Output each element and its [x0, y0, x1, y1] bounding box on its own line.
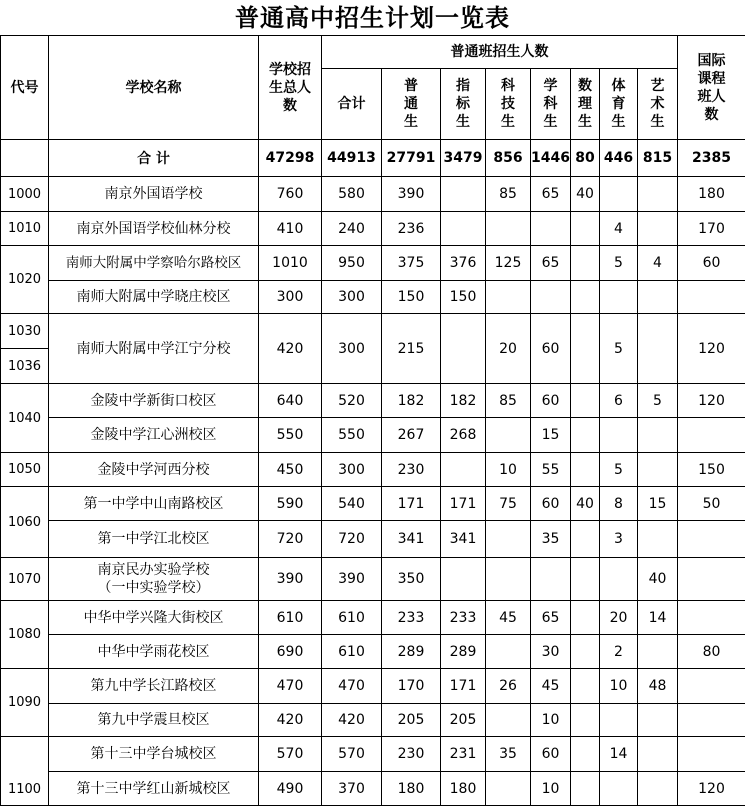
- cell-art: 4: [638, 246, 678, 281]
- cell-subject: 65: [531, 177, 571, 212]
- cell-quota: 341: [441, 521, 486, 558]
- school-name: 金陵中学河西分校: [49, 453, 259, 487]
- header-subject: 学科生: [531, 69, 571, 140]
- cell-intl: [678, 418, 745, 453]
- cell-quota: [441, 212, 486, 246]
- table-row: [1, 314, 745, 349]
- cell-subject: 60: [531, 487, 571, 521]
- school-name: 南师大附属中学江宁分校: [49, 314, 259, 384]
- cell-subject: 60: [531, 737, 571, 772]
- cell-math: [571, 212, 600, 246]
- cell-total: 570: [259, 737, 322, 772]
- school-code: 1070: [1, 558, 49, 601]
- cell-math: [571, 635, 600, 669]
- total-school-total: 47298: [259, 140, 322, 177]
- cell-math: [571, 453, 600, 487]
- school-name: 南京外国语学校: [49, 177, 259, 212]
- cell-art: [638, 772, 678, 806]
- cell-total: 300: [259, 281, 322, 314]
- cell-intl: 120: [678, 314, 745, 384]
- cell-regular: 375: [382, 246, 441, 281]
- cell-sport: 5: [600, 314, 638, 384]
- cell-subject: [531, 558, 571, 601]
- cell-sport: [600, 281, 638, 314]
- table-row: [1, 487, 745, 521]
- cell-math: [571, 669, 600, 704]
- cell-total: 450: [259, 453, 322, 487]
- header-quota: 指标生: [441, 69, 486, 140]
- cell-math: [571, 737, 600, 772]
- cell-tech: [486, 704, 531, 737]
- header-sport: 体育生: [600, 69, 638, 140]
- total-art: 815: [638, 140, 678, 177]
- cell-intl: [678, 558, 745, 601]
- cell-regular: 233: [382, 601, 441, 635]
- school-name: 南师大附属中学晓庄校区: [49, 281, 259, 314]
- cell-tech: 26: [486, 669, 531, 704]
- school-name-line1: 南京民办实验学校: [49, 561, 258, 579]
- header-math: 数理生: [571, 69, 600, 140]
- cell-regular: 390: [382, 177, 441, 212]
- cell-total: 760: [259, 177, 322, 212]
- cell-subject: 35: [531, 521, 571, 558]
- table-row: [1, 521, 745, 558]
- total-label: 合 计: [49, 140, 259, 177]
- school-code: 1050: [1, 453, 49, 487]
- cell-art: [638, 453, 678, 487]
- cell-subject: 65: [531, 246, 571, 281]
- cell-sport: 10: [600, 669, 638, 704]
- cell-subtotal: 550: [322, 418, 382, 453]
- table-row: [1, 772, 745, 806]
- table-row: [1, 737, 745, 772]
- school-name: 第十三中学红山新城校区: [49, 772, 259, 806]
- cell-intl: 170: [678, 212, 745, 246]
- cell-subtotal: 610: [322, 635, 382, 669]
- cell-regular: 289: [382, 635, 441, 669]
- cell-math: [571, 384, 600, 418]
- cell-regular: 171: [382, 487, 441, 521]
- cell-regular: 182: [382, 384, 441, 418]
- cell-quota: 289: [441, 635, 486, 669]
- cell-intl: [678, 521, 745, 558]
- cell-intl: 120: [678, 384, 745, 418]
- cell-subtotal: 390: [322, 558, 382, 601]
- cell-intl: 50: [678, 487, 745, 521]
- cell-art: 15: [638, 487, 678, 521]
- cell-regular: 215: [382, 314, 441, 384]
- school-code: 1090: [1, 669, 49, 737]
- cell-tech: 35: [486, 737, 531, 772]
- cell-art: 48: [638, 669, 678, 704]
- school-name: 第一中学江北校区: [49, 521, 259, 558]
- cell-subtotal: 950: [322, 246, 382, 281]
- cell-sport: 4: [600, 212, 638, 246]
- cell-quota: 376: [441, 246, 486, 281]
- cell-subject: 30: [531, 635, 571, 669]
- header-subtotal: 合计: [322, 69, 382, 140]
- school-code: 1030: [1, 314, 49, 349]
- cell-subject: 10: [531, 772, 571, 806]
- school-name: [49, 558, 259, 601]
- cell-art: [638, 314, 678, 384]
- cell-sport: 5: [600, 453, 638, 487]
- cell-regular: 341: [382, 521, 441, 558]
- cell-math: [571, 704, 600, 737]
- cell-math: [571, 314, 600, 384]
- school-name: 南京外国语学校仙林分校: [49, 212, 259, 246]
- cell-subject: [531, 281, 571, 314]
- school-name: 中华中学雨花校区: [49, 635, 259, 669]
- cell-math: 40: [571, 177, 600, 212]
- school-code: 1036: [1, 349, 49, 384]
- header-art: 艺术生: [638, 69, 678, 140]
- school-name: 南师大附属中学察哈尔路校区: [49, 246, 259, 281]
- school-name: 第九中学震旦校区: [49, 704, 259, 737]
- school-name: 金陵中学新街口校区: [49, 384, 259, 418]
- school-code: 1060: [1, 487, 49, 558]
- header-regular: 普通生: [382, 69, 441, 140]
- cell-subtotal: 720: [322, 521, 382, 558]
- table-row: [1, 418, 745, 453]
- cell-total: 690: [259, 635, 322, 669]
- cell-subtotal: 300: [322, 314, 382, 384]
- cell-quota: 182: [441, 384, 486, 418]
- cell-regular: 170: [382, 669, 441, 704]
- cell-subtotal: 580: [322, 177, 382, 212]
- cell-regular: 267: [382, 418, 441, 453]
- cell-tech: 75: [486, 487, 531, 521]
- school-code: 1100: [1, 737, 49, 806]
- cell-subtotal: 300: [322, 281, 382, 314]
- cell-art: [638, 737, 678, 772]
- cell-intl: 80: [678, 635, 745, 669]
- table-row: [1, 635, 745, 669]
- school-name: 第十三中学台城校区: [49, 737, 259, 772]
- cell-intl: 150: [678, 453, 745, 487]
- cell-math: [571, 418, 600, 453]
- cell-sport: 20: [600, 601, 638, 635]
- cell-math: [571, 601, 600, 635]
- header-regular-class-group: 普通班招生人数: [322, 36, 678, 69]
- cell-subtotal: 420: [322, 704, 382, 737]
- cell-subject: [531, 212, 571, 246]
- cell-tech: [486, 281, 531, 314]
- cell-tech: 125: [486, 246, 531, 281]
- cell-quota: 205: [441, 704, 486, 737]
- cell-regular: 180: [382, 772, 441, 806]
- cell-sport: 8: [600, 487, 638, 521]
- cell-quota: [441, 558, 486, 601]
- total-row: [1, 140, 745, 177]
- cell-sport: [600, 418, 638, 453]
- cell-art: 40: [638, 558, 678, 601]
- cell-math: [571, 772, 600, 806]
- cell-subtotal: 540: [322, 487, 382, 521]
- cell-intl: [678, 601, 745, 635]
- cell-tech: [486, 635, 531, 669]
- cell-total: 420: [259, 704, 322, 737]
- cell-tech: [486, 558, 531, 601]
- cell-art: [638, 177, 678, 212]
- cell-tech: [486, 418, 531, 453]
- cell-intl: [678, 669, 745, 704]
- school-code: 1020: [1, 246, 49, 314]
- page-title: 普通高中招生计划一览表: [0, 0, 745, 35]
- cell-intl: 120: [678, 772, 745, 806]
- cell-subtotal: 610: [322, 601, 382, 635]
- header-school-total: 学校招生总人数: [259, 36, 322, 140]
- enrollment-table: [0, 35, 745, 806]
- school-code: 1000: [1, 177, 49, 212]
- cell-sport: [600, 177, 638, 212]
- cell-intl: 60: [678, 246, 745, 281]
- cell-total: 590: [259, 487, 322, 521]
- cell-subject: 15: [531, 418, 571, 453]
- cell-quota: [441, 177, 486, 212]
- cell-quota: 233: [441, 601, 486, 635]
- school-name: 第九中学长江路校区: [49, 669, 259, 704]
- cell-art: [638, 521, 678, 558]
- cell-total: 550: [259, 418, 322, 453]
- cell-total: 640: [259, 384, 322, 418]
- cell-quota: 268: [441, 418, 486, 453]
- table-row: [1, 212, 745, 246]
- cell-quota: 180: [441, 772, 486, 806]
- cell-subtotal: 570: [322, 737, 382, 772]
- school-name-line2: （一中实验学校）: [49, 579, 258, 597]
- cell-sport: 2: [600, 635, 638, 669]
- cell-math: [571, 246, 600, 281]
- cell-tech: 85: [486, 384, 531, 418]
- school-name: 第一中学中山南路校区: [49, 487, 259, 521]
- table-row: [1, 246, 745, 281]
- cell-math: 40: [571, 487, 600, 521]
- cell-subtotal: 470: [322, 669, 382, 704]
- cell-regular: 230: [382, 737, 441, 772]
- total-quota: 3479: [441, 140, 486, 177]
- cell-regular: 230: [382, 453, 441, 487]
- total-subject: 1446: [531, 140, 571, 177]
- cell-regular: 350: [382, 558, 441, 601]
- cell-art: [638, 281, 678, 314]
- cell-subject: 45: [531, 669, 571, 704]
- cell-sport: 6: [600, 384, 638, 418]
- cell-intl: [678, 704, 745, 737]
- cell-sport: 14: [600, 737, 638, 772]
- total-math: 80: [571, 140, 600, 177]
- cell-tech: 20: [486, 314, 531, 384]
- cell-tech: [486, 772, 531, 806]
- total-regular: 27791: [382, 140, 441, 177]
- cell-total: 720: [259, 521, 322, 558]
- cell-subtotal: 240: [322, 212, 382, 246]
- cell-quota: 231: [441, 737, 486, 772]
- school-code: 1080: [1, 601, 49, 669]
- cell-sport: [600, 558, 638, 601]
- cell-tech: 85: [486, 177, 531, 212]
- cell-math: [571, 521, 600, 558]
- cell-tech: 45: [486, 601, 531, 635]
- cell-sport: [600, 704, 638, 737]
- cell-total: 1010: [259, 246, 322, 281]
- cell-art: 5: [638, 384, 678, 418]
- cell-quota: 171: [441, 669, 486, 704]
- table-row: [1, 601, 745, 635]
- cell-subject: 10: [531, 704, 571, 737]
- header-tech: 科技生: [486, 69, 531, 140]
- cell-art: [638, 704, 678, 737]
- cell-total: 420: [259, 314, 322, 384]
- cell-total: 470: [259, 669, 322, 704]
- header-code: 代号: [1, 36, 49, 140]
- table-row: [1, 453, 745, 487]
- table-row: [1, 177, 745, 212]
- cell-total: 610: [259, 601, 322, 635]
- table-row: [1, 704, 745, 737]
- table-row: [1, 384, 745, 418]
- cell-art: [638, 635, 678, 669]
- cell-regular: 205: [382, 704, 441, 737]
- cell-tech: 10: [486, 453, 531, 487]
- cell-subtotal: 300: [322, 453, 382, 487]
- header-intl: 国际课程班人数: [678, 36, 745, 140]
- cell-art: [638, 418, 678, 453]
- cell-art: [638, 212, 678, 246]
- cell-subject: 60: [531, 314, 571, 384]
- cell-quota: [441, 453, 486, 487]
- cell-subject: 65: [531, 601, 571, 635]
- cell-tech: [486, 521, 531, 558]
- cell-art: 14: [638, 601, 678, 635]
- cell-intl: [678, 737, 745, 772]
- table-row: [1, 669, 745, 704]
- table-row: [1, 281, 745, 314]
- cell-quota: 171: [441, 487, 486, 521]
- cell-math: [571, 281, 600, 314]
- cell-sport: 5: [600, 246, 638, 281]
- cell-intl: [678, 281, 745, 314]
- header-school-name: 学校名称: [49, 36, 259, 140]
- total-subtotal: 44913: [322, 140, 382, 177]
- cell-intl: 180: [678, 177, 745, 212]
- total-tech: 856: [486, 140, 531, 177]
- cell-subject: 55: [531, 453, 571, 487]
- cell-subject: 60: [531, 384, 571, 418]
- cell-subtotal: 370: [322, 772, 382, 806]
- school-name: 金陵中学江心洲校区: [49, 418, 259, 453]
- cell-total: 390: [259, 558, 322, 601]
- cell-sport: [600, 772, 638, 806]
- cell-sport: 3: [600, 521, 638, 558]
- cell-total: 410: [259, 212, 322, 246]
- school-name: 中华中学兴隆大街校区: [49, 601, 259, 635]
- cell-regular: 236: [382, 212, 441, 246]
- total-intl: 2385: [678, 140, 745, 177]
- table-row: [1, 558, 745, 601]
- total-sport: 446: [600, 140, 638, 177]
- cell-quota: [441, 314, 486, 384]
- cell-subtotal: 520: [322, 384, 382, 418]
- school-code: 1040: [1, 384, 49, 453]
- cell-math: [571, 558, 600, 601]
- cell-regular: 150: [382, 281, 441, 314]
- cell-quota: 150: [441, 281, 486, 314]
- cell-total: 490: [259, 772, 322, 806]
- cell-tech: [486, 212, 531, 246]
- school-code: 1010: [1, 212, 49, 246]
